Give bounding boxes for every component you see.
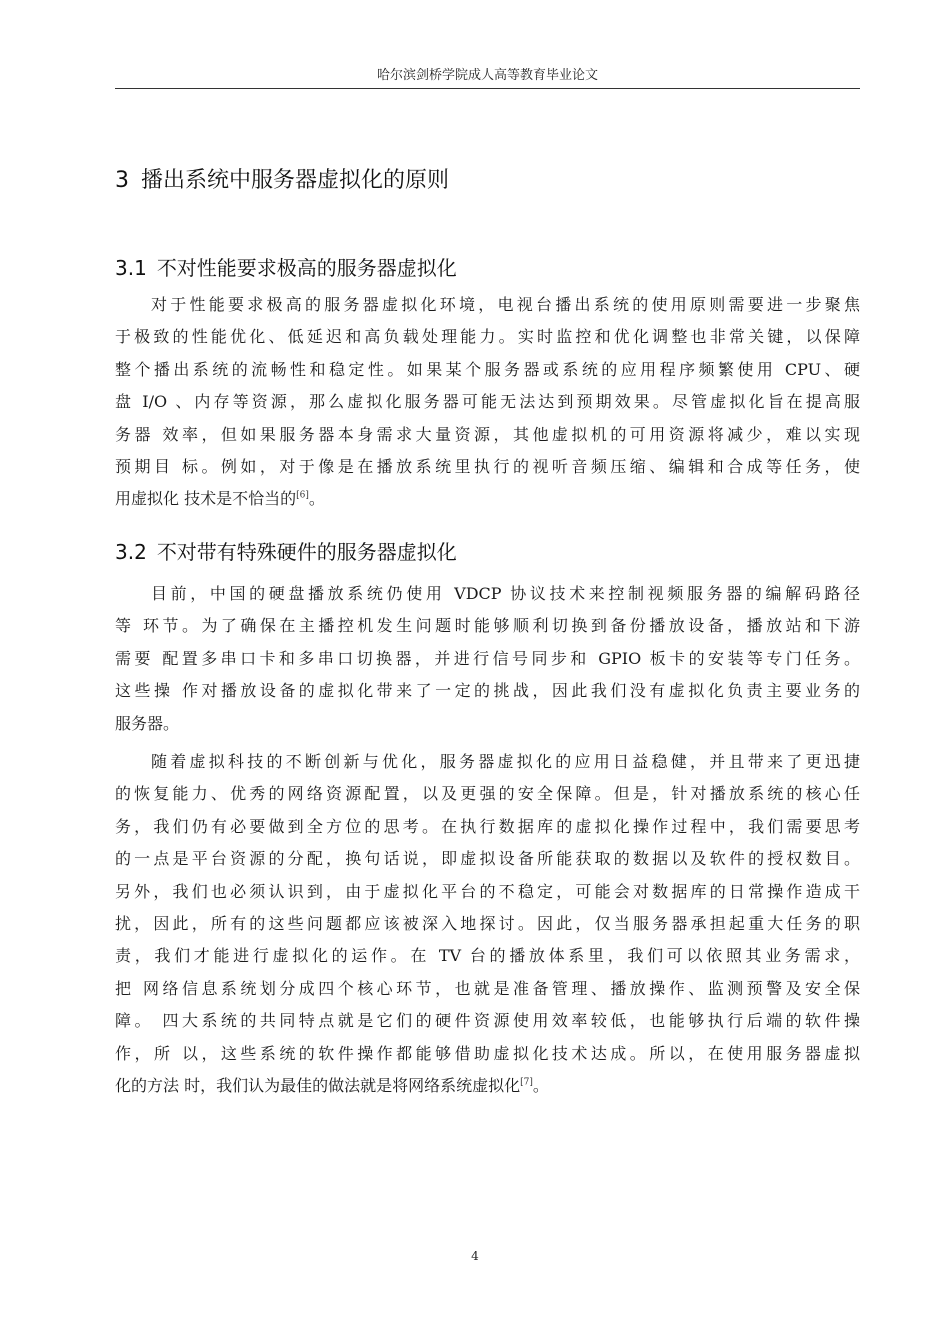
page-number: 4	[471, 1249, 479, 1263]
text-line: 另外，我们也必须认识到，由于虚拟化平台的不稳定，可能会对数据库的日常操作造成干	[115, 881, 860, 901]
text-line-content: 化的方法 时，我们认为最佳的做法就是将网络系统虚拟化	[115, 1075, 521, 1095]
text-line-content: 用虚拟化 技术是不恰当的	[115, 489, 297, 509]
citation-7: [7]	[520, 1077, 533, 1088]
text-line: 务器 效率，但如果服务器本身需求大量资源，其他虚拟机的可用资源将减少，难以实现	[115, 424, 860, 444]
section-title: 不对带有特殊硬件的服务器虚拟化	[156, 540, 457, 564]
text-line: 这些操 作对播放设备的虚拟化带来了一定的挑战，因此我们没有虚拟化负责主要业务的	[115, 681, 860, 701]
text-line: 务，我们仍有必要做到全方位的思考。在执行数据库的虚拟化操作过程中，我们需要思考	[115, 816, 860, 836]
text-line: 盘 I/O 、内存等资源，那么虚拟化服务器可能无法达到预期效果。尽管虚拟化旨在提高服	[115, 392, 860, 412]
text-line-last: 服务器。	[115, 713, 180, 733]
paragraph-3-1-1	[115, 289, 860, 516]
text-line: 需要 配置多串口卡和多串口切换器，并进行信号同步和 GPIO 板卡的安装等专门任务。	[115, 648, 860, 668]
text-line: 作，所 以，这些系统的软件操作都能够借助虚拟化技术达成。所以，在使用服务器虚拟	[115, 1043, 860, 1063]
section-number: 3.1	[115, 256, 147, 280]
text-line: 于极致的性能优化、低延迟和高负载处理能力。实时监控和优化调整也非常关键，以保障	[115, 327, 860, 347]
text-line: 把 网络信息系统划分成四个核心环节，也就是准备管理、播放操作、监测预警及安全保	[115, 978, 860, 998]
text-line: 对于性能要求极高的服务器虚拟化环境，电视台播出系统的使用原则需要进一步聚焦	[151, 295, 860, 314]
text-line: 整个播出系统的流畅性和稳定性。如果某个服务器或系统的应用程序频繁使用 CPU、硬	[115, 359, 860, 379]
chapter-number: 3	[115, 168, 129, 193]
citation-6: [6]	[296, 491, 309, 502]
paragraph-3-2-1	[115, 578, 860, 740]
text-line-last	[115, 1070, 860, 1102]
page-header: 哈尔滨剑桥学院成人高等教育毕业论文	[376, 68, 598, 83]
text-line: 障。 四大系统的共同特点就是它们的硬件资源使用效率较低，也能够执行后端的软件操	[115, 1011, 860, 1031]
paragraph-3-2-2	[115, 746, 860, 1102]
text-line: 责，我们才能进行虚拟化的运作。在 TV 台的播放体系里，我们可以依照其业务需求，	[115, 946, 860, 966]
text-line: 的一点是平台资源的分配，换句话说，即虚拟设备所能获取的数据以及软件的授权数目。	[115, 849, 860, 869]
sentence-end: 。	[532, 1075, 549, 1095]
text-line-last	[115, 483, 860, 515]
section-heading-3-1	[115, 252, 457, 281]
text-line: 等 环节。为了确保在主播控机发生问题时能够顺利切换到备份播放设备，播放站和下游	[115, 616, 860, 636]
sentence-end: 。	[308, 489, 325, 509]
section-number: 3.2	[115, 540, 147, 564]
text-line: 预期目 标。例如，对于像是在播放系统里执行的视听音频压缩、编辑和合成等任务，使	[115, 456, 860, 476]
chapter-heading	[115, 163, 449, 194]
chapter-title: 播出系统中服务器虚拟化的原则	[141, 168, 450, 193]
text-line: 扰，因此，所有的这些问题都应该被深入地探讨。因此，仅当服务器承担起重大任务的职	[115, 913, 860, 933]
section-title: 不对性能要求极高的服务器虚拟化	[156, 256, 457, 280]
text-line: 随着虚拟科技的不断创新与优化，服务器虚拟化的应用日益稳健，并且带来了更迅捷	[151, 752, 860, 771]
section-heading-3-2	[115, 536, 457, 565]
header-divider	[115, 88, 860, 89]
text-line: 的恢复能力、优秀的网络资源配置，以及更强的安全保障。但是，针对播放系统的核心任	[115, 784, 860, 804]
text-line: 目前，中国的硬盘播放系统仍使用 VDCP 协议技术来控制视频服务器的编解码路径	[151, 584, 860, 603]
